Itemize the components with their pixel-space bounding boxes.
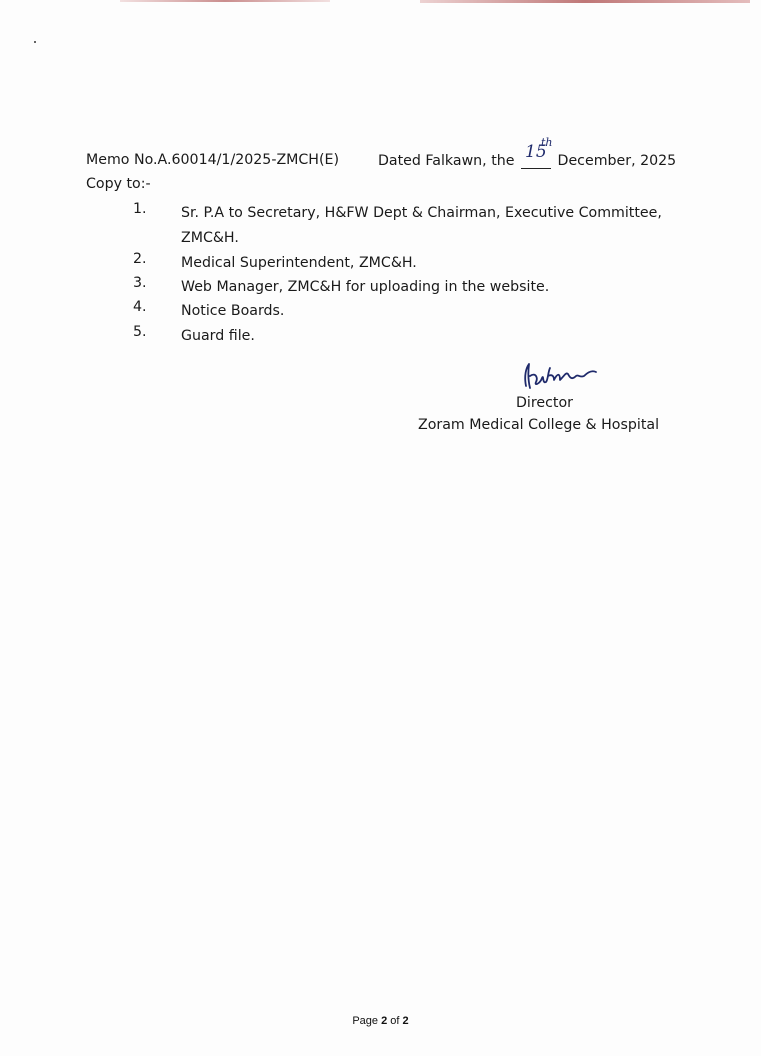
- date-prefix: Dated Falkawn, the: [378, 153, 515, 169]
- page-total: 2: [402, 1015, 409, 1027]
- list-text: Guard file.: [181, 328, 255, 344]
- list-number: 3.: [133, 275, 147, 291]
- list-text: [181, 201, 662, 251]
- signature-image: [520, 358, 600, 392]
- signatory-title: Director: [516, 395, 573, 411]
- list-number: 1.: [133, 201, 147, 217]
- page-current: 2: [381, 1015, 388, 1027]
- signatory-organization: Zoram Medical College & Hospital: [418, 417, 660, 433]
- page-label: Page: [352, 1015, 379, 1027]
- handwritten-day: [521, 136, 553, 169]
- memo-line: [86, 136, 706, 172]
- memo-number: Memo No.A.60014/1/2025-ZMCH(E): [86, 152, 340, 168]
- list-text-line: Sr. P.A to Secretary, H&FW Dept & Chairman, Executive Committee,: [181, 205, 662, 221]
- list-number: 2.: [133, 251, 147, 267]
- date-suffix: December, 2025: [557, 153, 677, 169]
- scan-edge-mark: [120, 0, 330, 2]
- list-number: 5.: [133, 324, 147, 340]
- list-text: Notice Boards.: [181, 303, 285, 319]
- day-suffix: th: [541, 136, 553, 149]
- scan-edge-mark: [420, 0, 750, 3]
- page-number: [0, 1015, 761, 1027]
- list-number: 4.: [133, 299, 147, 315]
- list-text-line: ZMC&H.: [181, 230, 239, 246]
- page-of: of: [390, 1015, 400, 1027]
- day-number: 15: [525, 142, 547, 162]
- list-text: Medical Superintendent, ZMC&H.: [181, 255, 417, 271]
- memo-date: [378, 136, 677, 169]
- scan-speck: [34, 41, 36, 43]
- list-text: Web Manager, ZMC&H for uploading in the website.: [181, 279, 550, 295]
- copy-to-heading: Copy to:-: [86, 176, 151, 192]
